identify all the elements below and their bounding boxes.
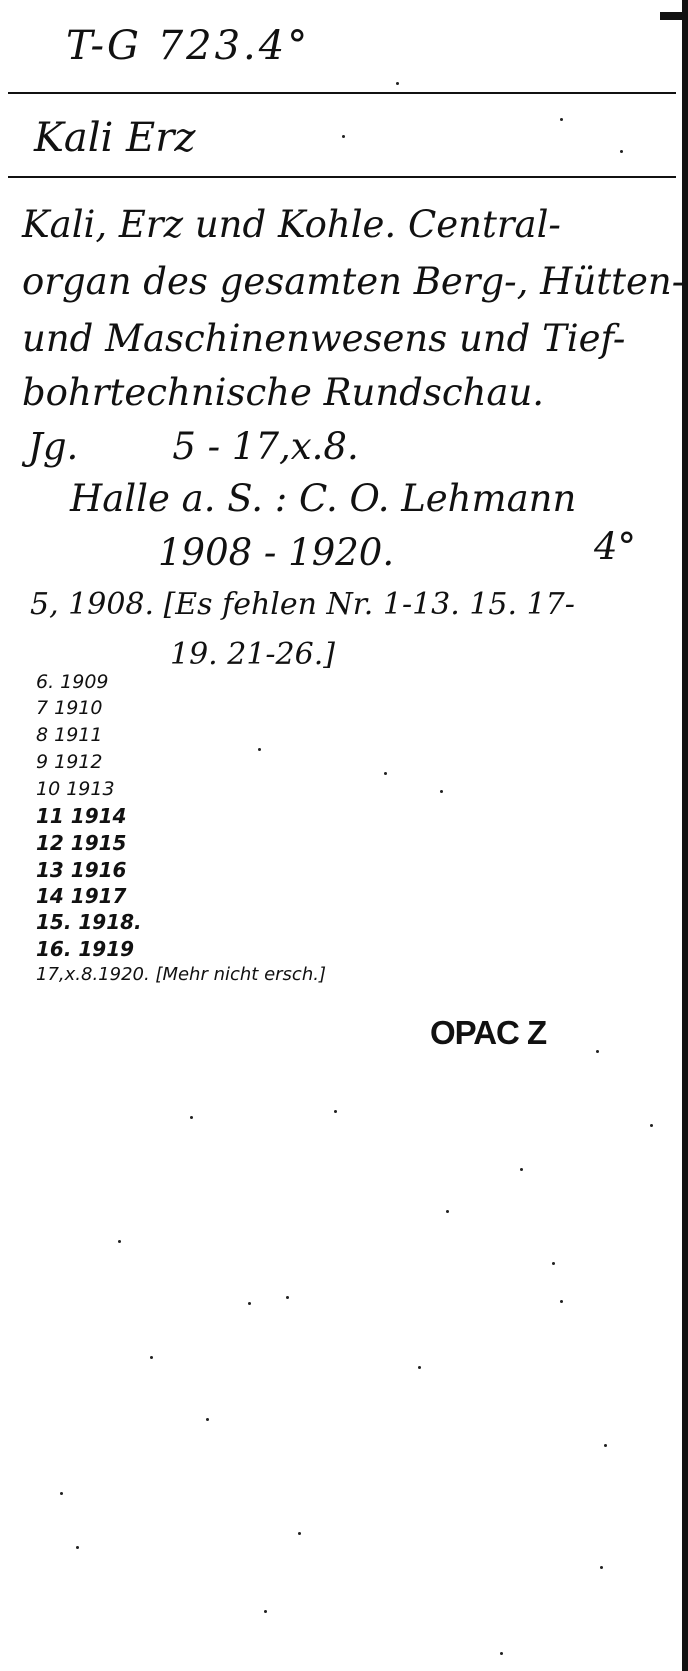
holdings-line-2: 19. 21-26.] [170, 637, 335, 672]
card-heading: Kali Erz [34, 115, 196, 161]
year-entry: 14 1917 [36, 884, 127, 908]
year-entry: 11 1914 [36, 804, 127, 828]
card-corner-mark [660, 12, 682, 20]
divider-top [8, 92, 676, 94]
year-entry: 12 1915 [36, 831, 127, 855]
format: 4° [594, 525, 637, 568]
year-entry: 9 1912 [36, 751, 103, 773]
holdings-line-1: 5, 1908. [Es fehlen Nr. 1-13. 15. 17- [30, 587, 575, 622]
publication-years: 1908 - 1920. [158, 531, 395, 574]
divider-bottom [8, 176, 676, 178]
opac-stamp: OPAC Z [430, 1014, 547, 1051]
year-entry: 17,x.8.1920. [Mehr nicht ersch.] [36, 964, 326, 985]
publisher: Halle a. S. : C. O. Lehmann [70, 477, 577, 520]
shelfmark: T-G 723.4° [66, 23, 311, 69]
title-line-4: bohrtechnische Rundschau. [22, 371, 545, 414]
year-entry: 15. 1918. [36, 910, 142, 934]
title-line-3: und Maschinenwesens und Tief- [22, 317, 626, 360]
volume-range: Jg. 5 - 17,x.8. [28, 425, 359, 468]
year-entry: 7 1910 [36, 697, 103, 719]
title-line-2: organ des gesamten Berg-, Hütten- [22, 260, 685, 303]
year-entry: 6. 1909 [36, 671, 109, 693]
year-entry: 10 1913 [36, 778, 115, 800]
title-line-1: Kali, Erz und Kohle. Central- [22, 203, 561, 246]
year-entry: 16. 1919 [36, 937, 135, 961]
year-entry: 8 1911 [36, 724, 103, 746]
year-entry: 13 1916 [36, 858, 127, 882]
